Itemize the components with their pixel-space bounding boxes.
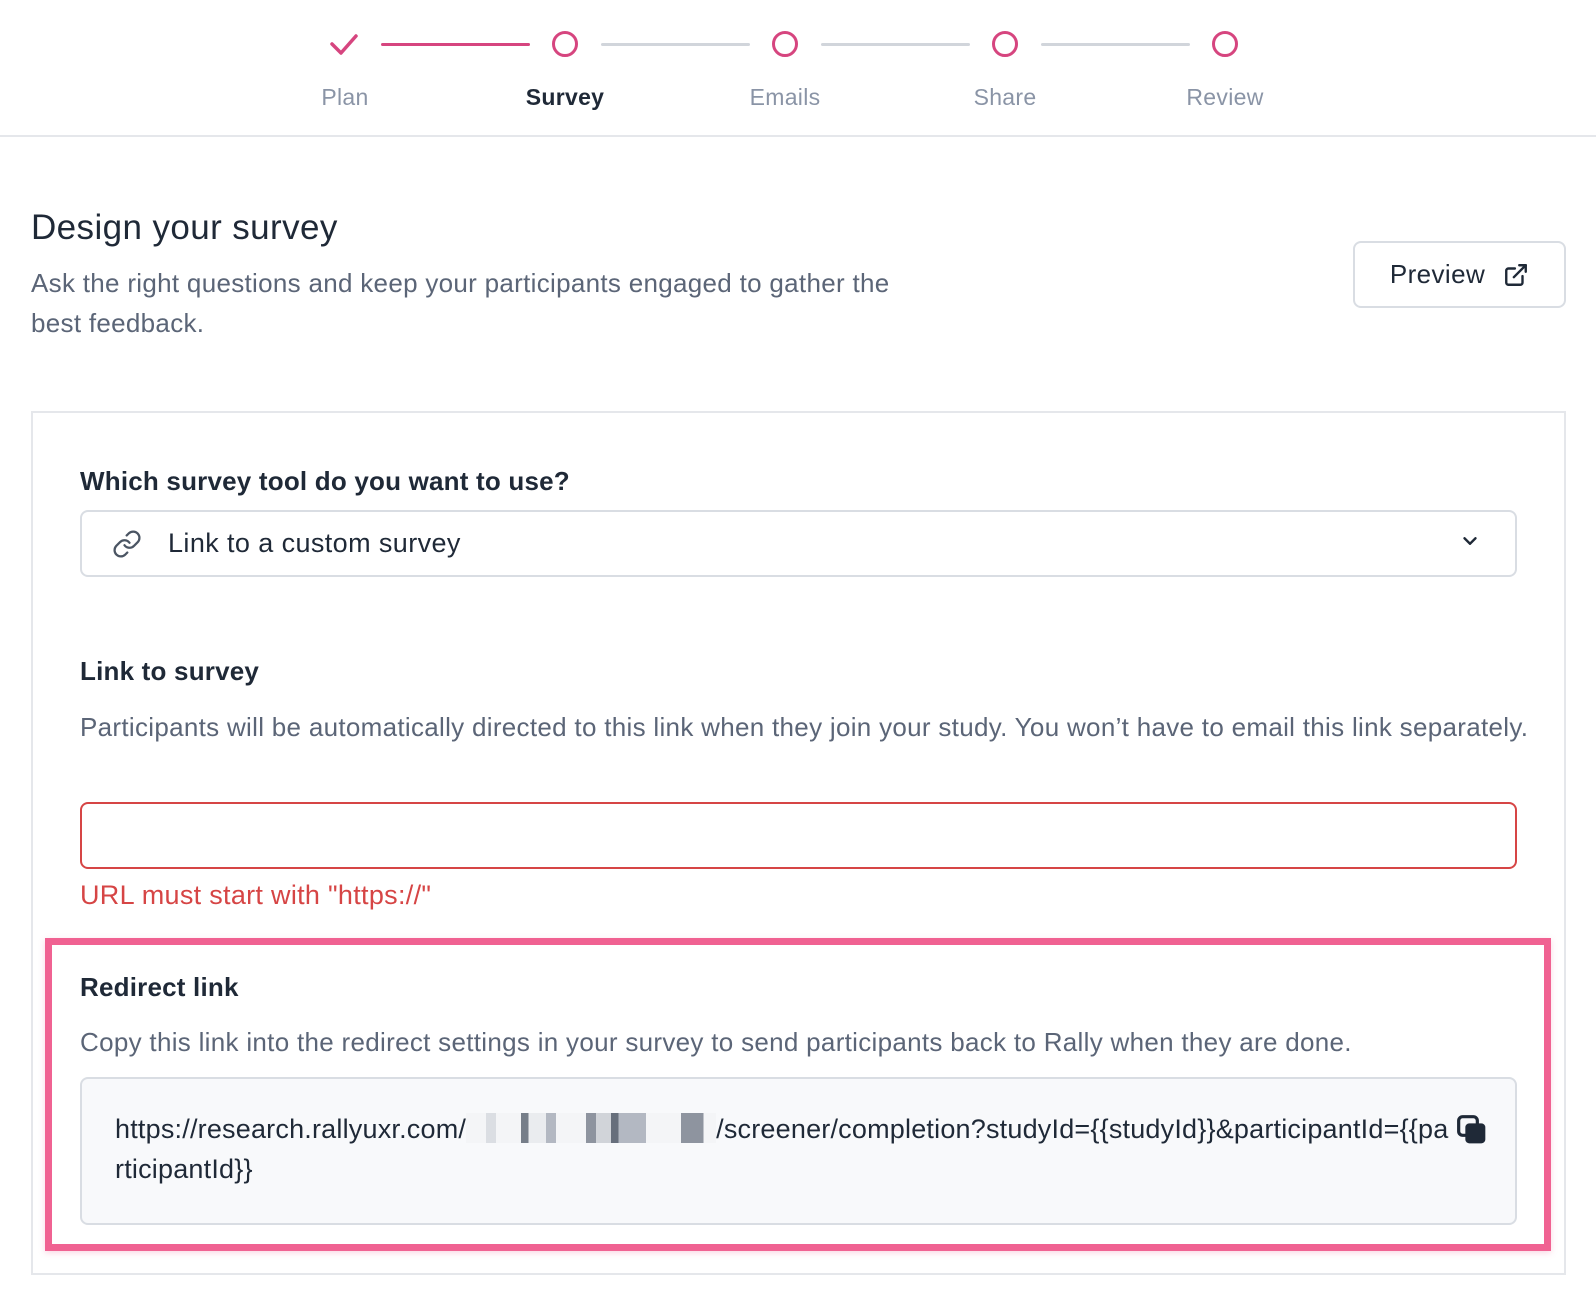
copy-button[interactable] bbox=[1455, 1115, 1489, 1149]
step-label-plan[interactable]: Plan bbox=[321, 84, 369, 110]
step-connector-plan-survey bbox=[381, 43, 530, 46]
step-connector-share-review bbox=[1041, 43, 1190, 46]
progress-stepper bbox=[0, 0, 1596, 137]
redirect-link-description: Copy this link into the redirect settings in your survey to send participants back to Rally when they are done. bbox=[80, 1027, 1352, 1057]
step-label-share[interactable]: Share bbox=[973, 84, 1037, 110]
link-to-survey-description: Participants will be automatically directed to this link when they join your study. You won’t have to email this link separately. bbox=[80, 712, 1529, 742]
external-link-icon bbox=[1503, 262, 1529, 288]
step-connector-survey-emails bbox=[601, 43, 750, 46]
step-label-survey[interactable]: Survey bbox=[525, 84, 605, 110]
redirect-link-box bbox=[80, 1077, 1517, 1225]
step-emails-circle-icon[interactable] bbox=[770, 29, 800, 59]
step-label-review[interactable]: Review bbox=[1186, 84, 1264, 110]
redacted-segment bbox=[466, 1113, 716, 1143]
redirect-url-text[interactable] bbox=[115, 1109, 1455, 1189]
copy-icon bbox=[1456, 1114, 1488, 1151]
survey-tool-select[interactable] bbox=[80, 510, 1517, 577]
page-title: Design your survey bbox=[31, 208, 338, 247]
survey-url-input[interactable] bbox=[80, 802, 1517, 869]
preview-button[interactable] bbox=[1353, 241, 1566, 308]
step-plan-check-icon[interactable] bbox=[329, 29, 359, 59]
step-connector-emails-share bbox=[821, 43, 970, 46]
step-label-emails[interactable]: Emails bbox=[749, 84, 821, 110]
survey-tool-label: Which survey tool do you want to use? bbox=[80, 466, 570, 496]
step-survey-circle-icon[interactable] bbox=[550, 29, 580, 59]
redirect-url-prefix: https://research.rallyuxr.com/ bbox=[115, 1114, 467, 1144]
chevron-down-icon bbox=[1459, 530, 1481, 557]
page-subtitle: Ask the right questions and keep your participants engaged to gather the best feedback. bbox=[31, 268, 890, 338]
redirect-link-label: Redirect link bbox=[80, 972, 239, 1002]
link-to-survey-label: Link to survey bbox=[80, 656, 260, 686]
redirect-url-suffix: /screener/completion?studyId={{studyId}}&participantId={{participantId}} bbox=[115, 1114, 1449, 1184]
preview-button-label: Preview bbox=[1389, 259, 1486, 289]
url-error-message: URL must start with "https://" bbox=[80, 880, 432, 910]
step-review-circle-icon[interactable] bbox=[1210, 29, 1240, 59]
step-share-circle-icon[interactable] bbox=[990, 29, 1020, 59]
link-icon bbox=[112, 529, 142, 559]
survey-tool-selected-value: Link to a custom survey bbox=[168, 528, 461, 558]
